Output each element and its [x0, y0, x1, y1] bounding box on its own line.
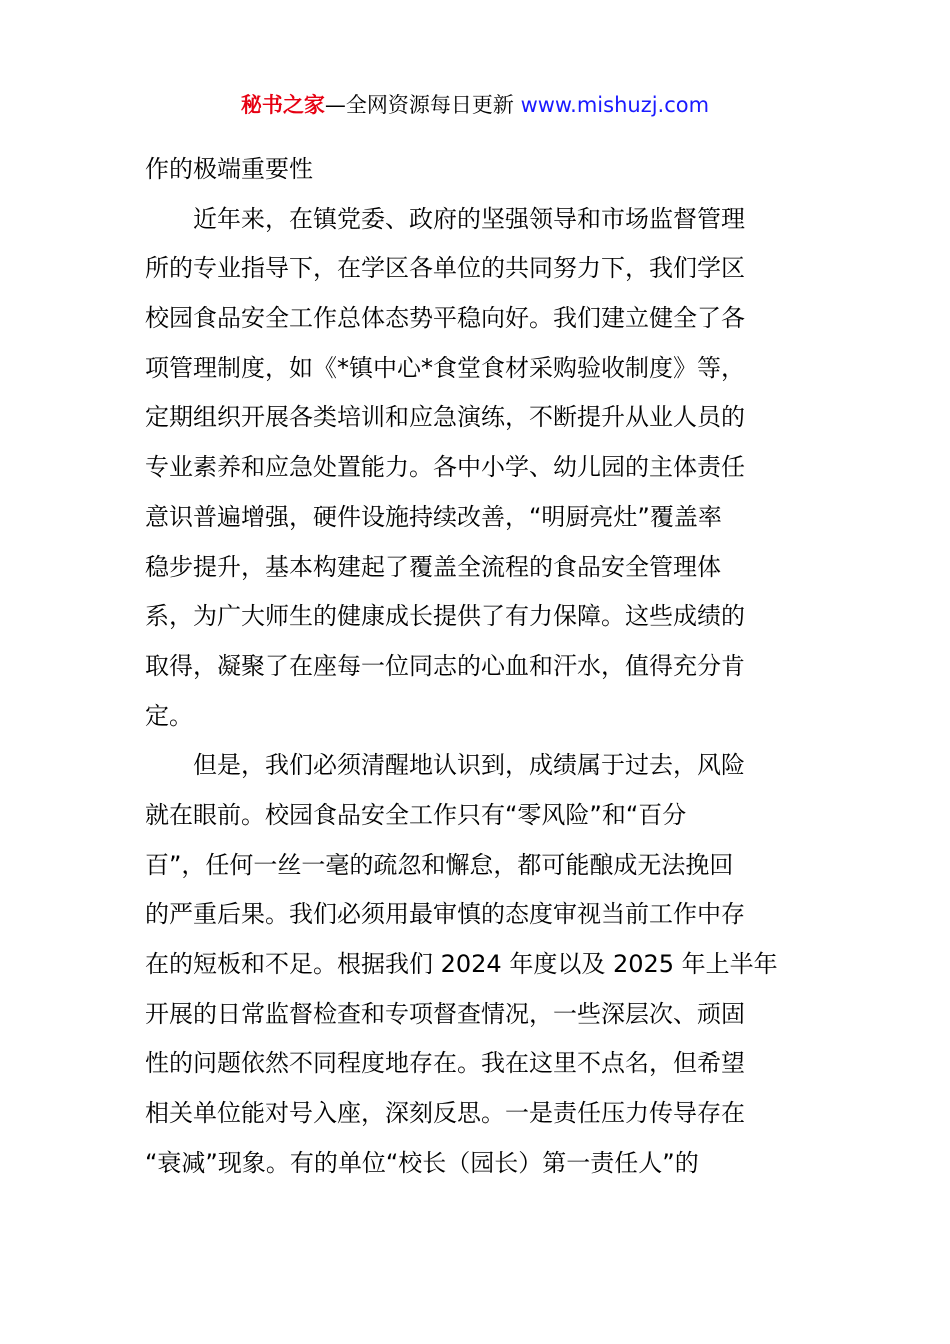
- text-line: 就在眼前。校园食品安全工作只有“零风险”和“百分: [145, 800, 687, 829]
- text-line: 开展的日常监督检查和专项督查情况，一些深层次、顽固: [145, 999, 745, 1028]
- text-line: 稳步提升，基本构建起了覆盖全流程的食品安全管理体: [145, 552, 721, 581]
- text-line: 取得，凝聚了在座每一位同志的心血和汗水，值得充分肯: [145, 651, 745, 680]
- site-url-link[interactable]: www.mishuzj.com: [520, 93, 710, 117]
- text-line: 性的问题依然不同程度地存在。我在这里不点名，但希望: [145, 1049, 745, 1078]
- paragraph-start-line: 近年来，在镇党委、政府的坚强领导和市场监督管理: [193, 204, 745, 233]
- text-line: 定。: [145, 701, 193, 730]
- text-line: 意识普遍增强，硬件设施持续改善，“明厨亮灶”覆盖率: [145, 502, 722, 531]
- brand-name: 秘书之家: [240, 93, 325, 117]
- watermark-header: [0, 88, 950, 122]
- text-line: 百”，任何一丝一毫的疏忽和懈怠，都可能酿成无法挽回: [145, 850, 734, 879]
- text-line: 作的极端重要性: [145, 155, 313, 183]
- text-line: 校园食品安全工作总体态势平稳向好。我们建立健全了各: [145, 304, 745, 333]
- text-line: 相关单位能对号入座，深刻反思。一是责任压力传导存在: [145, 1099, 745, 1128]
- text-line: “衰减”现象。有的单位“校长（园长）第一责任人”的: [145, 1148, 699, 1177]
- text-line: 的严重后果。我们必须用最审慎的态度审视当前工作中存: [145, 900, 745, 929]
- text-line: 定期组织开展各类培训和应急演练，不断提升从业人员的: [145, 403, 745, 432]
- text-line: 项管理制度，如《*镇中心*食堂食材采购验收制度》等，: [145, 353, 745, 382]
- text-line: 系，为广大师生的健康成长提供了有力保障。这些成绩的: [145, 602, 745, 631]
- text-line: 在的短板和不足。根据我们 2024 年度以及 2025 年上半年: [145, 950, 778, 978]
- text-line: 所的专业指导下，在学区各单位的共同努力下，我们学区: [145, 254, 745, 283]
- document-body: [145, 145, 815, 1188]
- text-line: 专业素养和应急处置能力。各中小学、幼儿园的主体责任: [145, 453, 745, 482]
- paragraph-start-line: 但是，我们必须清醒地认识到，成绩属于过去，风险: [193, 751, 745, 780]
- brand-tagline: —全网资源每日更新: [324, 93, 514, 117]
